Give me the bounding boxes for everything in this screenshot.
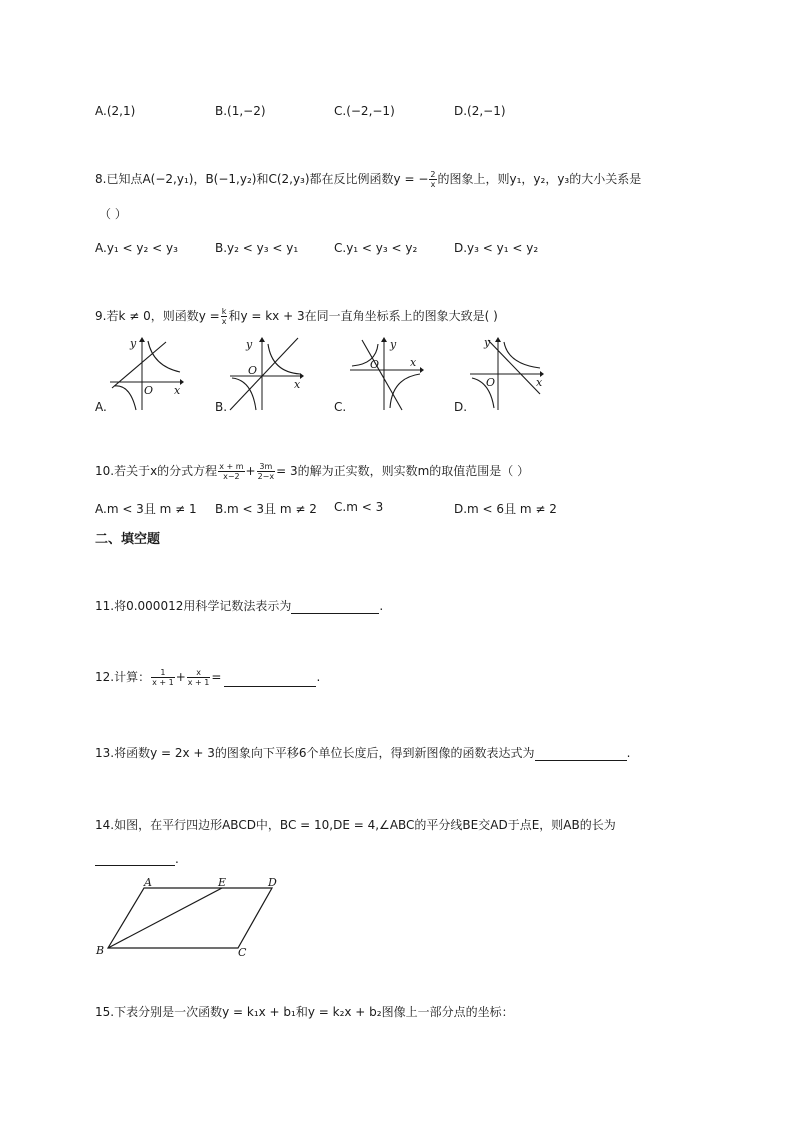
q8-option-a: A.y₁ < y₂ < y₃ [95,241,178,255]
section-heading: 二、填空题 [95,532,161,547]
origin-label: O [248,364,258,377]
bisector-be [108,888,222,948]
q10-fraction-2: $\frac{3m}{2-x}$ [257,462,275,481]
q7-option-b: B.(1,−2) [215,104,266,118]
q13-text: 13.将函数y = 2x + 3的图象向下平移6个单位长度后，得到新图像的函数表达式为 [95,746,535,760]
q9-fraction: $\frac{k}{x}$ [221,307,227,326]
q8-option-c: C.y₁ < y₃ < y₂ [334,241,418,255]
x-axis-label: x [294,378,301,391]
q12-fraction-2: $\frac{x}{x + 1}$ [187,668,210,687]
q10-stem [95,462,529,481]
hyperbola-branch [148,341,180,372]
q9-graph-a [108,336,184,412]
q10-prefix: 10.若关于x的分式方程 [95,464,218,478]
y-axis-arrow [259,337,265,342]
point-e-label: E [218,876,227,889]
point-a-label: A [144,876,152,889]
y-axis-label: y [130,337,137,350]
q14-stem: 14.如图，在平行四边形ABCD中，BC = 10,DE = 4,∠ABC的平分线BE交AD于点E，则AB的长为 [95,818,616,832]
y-axis-label: y [390,338,397,351]
q12-answer-blank[interactable] [224,673,316,687]
q8-bracket: （ ） [99,207,127,221]
q7-option-d: D.(2,−1) [454,104,506,118]
q13-answer-blank[interactable] [535,747,627,761]
y-axis-arrow [495,337,501,342]
y-axis-arrow [381,337,387,342]
q12-end: . [316,670,321,684]
x-axis-arrow [180,379,184,385]
q11-text: 11.将0.000012用科学记数法表示为 [95,599,292,613]
q12-stem [95,668,320,687]
q8-suffix: 的图象上，则y₁，y₂，y₃的大小关系是 [437,172,642,186]
q12-equals: = [211,670,222,684]
x-axis-label: x [410,356,417,369]
q10-fraction-1: $\frac{x + m}{x-2}$ [219,462,244,481]
q11-end: . [379,599,384,613]
parallelogram-abcd [108,888,272,948]
q9-label-a: A. [95,400,107,414]
hyperbola-branch [268,344,300,374]
hyperbola-branch [114,386,136,410]
q13-stem [95,744,630,761]
q9-prefix: 9.若k ≠ 0，则函数y = [95,309,220,323]
q8-fraction: $\frac{2}{x}$ [430,170,436,189]
q14-answer-blank[interactable] [95,852,175,866]
y-axis-label: y [484,336,491,349]
q12-fraction-1: $\frac{1}{x + 1}$ [152,668,174,687]
q9-stem [95,307,498,326]
hyperbola-branch [390,374,420,408]
x-axis-label: x [174,384,181,397]
q9-label-b: B. [215,400,228,414]
q14-end: . [175,852,179,866]
q12-plus: + [175,670,186,684]
q12-prefix: 12.计算： [95,670,151,684]
q8-option-d: D.y₃ < y₁ < y₂ [454,241,539,255]
q8-prefix: 8.已知点A(−2,y₁)，B(−1,y₂)和C(2,y₃)都在反比例函数y = − [95,172,429,186]
q9-suffix: 和y = kx + 3在同一直角坐标系上的图象大致是( ) [228,309,498,323]
line-graph [230,338,298,410]
hyperbola-branch [232,378,256,410]
q11-answer-blank[interactable] [291,600,379,614]
q8-stem [95,170,641,189]
q9-label-d: D. [454,400,468,414]
q9-graph-c [348,336,424,412]
line-graph [112,342,166,388]
q10-option-d: D.m < 6且 m ≠ 2 [454,502,557,516]
q10-option-b: B.m < 3且 m ≠ 2 [215,502,317,516]
point-c-label: C [238,946,247,959]
origin-label: O [486,376,496,389]
q14-parallelogram-figure [92,872,292,962]
point-d-label: D [268,876,277,889]
q10-option-a: A.m < 3且 m ≠ 1 [95,502,197,516]
q10-option-c: C.m < 3 [334,500,384,514]
q8-option-b: B.y₂ < y₃ < y₁ [215,241,299,255]
x-axis-label: x [536,376,543,389]
y-axis-arrow [139,337,145,342]
q7-option-a: A.(2,1) [95,104,136,118]
x-axis-arrow [420,367,424,373]
x-axis-arrow [300,373,304,379]
q7-option-c: C.(−2,−1) [334,104,395,118]
origin-label: O [370,358,380,371]
q15-stem: 15.下表分别是一次函数y = k₁x + b₁和y = k₂x + b₂图像上一部分点的坐标： [95,1005,514,1019]
q9-graph-b [228,336,304,412]
origin-label: O [144,384,154,397]
y-axis-label: y [246,338,253,351]
q10-plus: + [245,464,256,478]
q11-stem [95,597,383,614]
q13-end: . [626,746,631,760]
point-b-label: B [96,944,105,957]
hyperbola-branch [504,342,540,368]
q14-answer-line [95,852,179,866]
q9-label-c: C. [334,400,347,414]
q10-suffix: = 3的解为正实数，则实数m的取值范围是（ ） [276,464,530,478]
q9-graph-d [468,336,544,412]
